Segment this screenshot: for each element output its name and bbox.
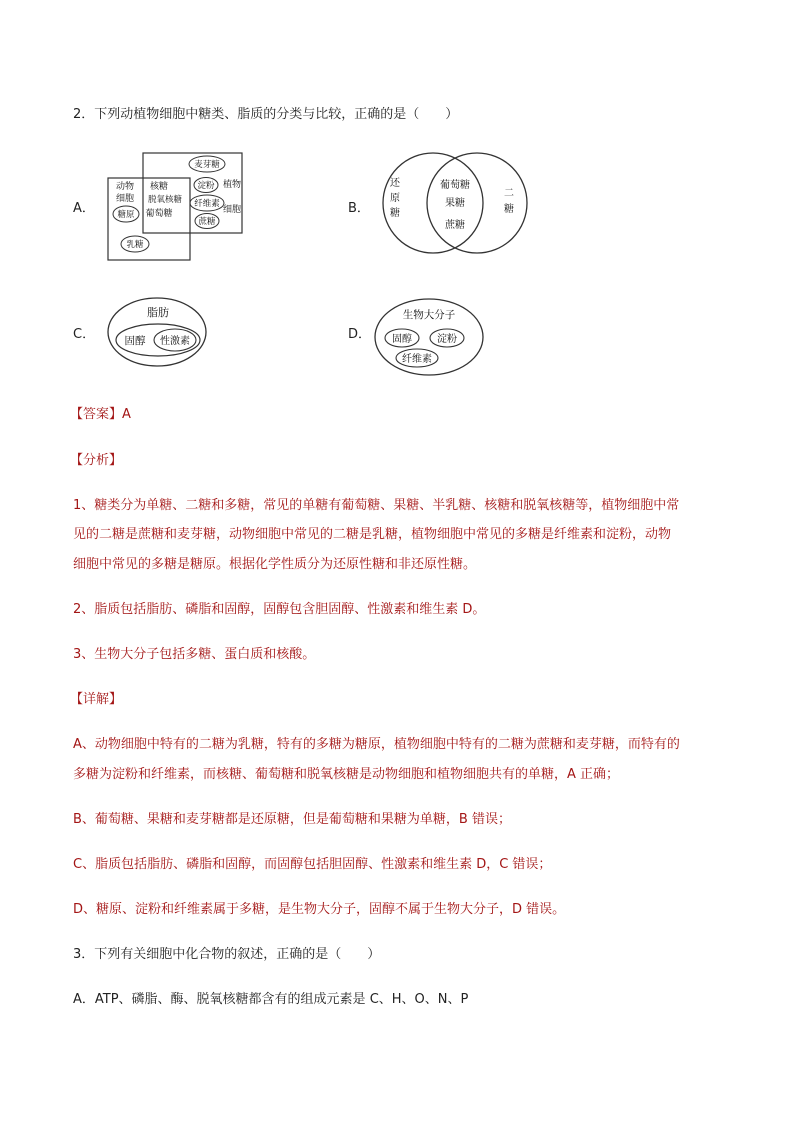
plant-cell-label-2: 细胞: [222, 205, 242, 215]
option-b-label: B．: [348, 201, 370, 216]
animal-cell-label-1: 动物: [115, 182, 135, 192]
detail-line-4: C、脂质包括脂肪、磷脂和固醇，而固醇包括胆固醇、性激素和维生素 D，C 错误；: [73, 857, 552, 872]
answer-heading: 【答案】A: [70, 407, 131, 422]
analysis-line-4: 2、脂质包括脂肪、磷脂和固醇，固醇包含胆固醇、性激素和维生素 D。: [73, 602, 486, 617]
cellulose-label: 纤维素: [194, 199, 220, 209]
cellulose-label: 纤维素: [402, 354, 432, 365]
sucrose-label: 蔗糖: [445, 220, 465, 231]
question-3-stem: 3．下列有关细胞中化合物的叙述，正确的是（ ）: [73, 947, 381, 962]
sucrose-label: 蔗糖: [198, 217, 216, 227]
reducing-sugar-3: 糖: [390, 208, 400, 219]
option-b-diagram: [375, 150, 535, 260]
fructose-label: 果糖: [445, 198, 465, 209]
starch-label: 淀粉: [437, 334, 457, 345]
option-a-label: A．: [73, 201, 95, 216]
plant-cell-label-1: 植物: [222, 180, 242, 190]
option-d-label: D．: [348, 327, 372, 342]
question-2-stem: 2．下列动植物细胞中糖类、脂质的分类与比较，正确的是（ ）: [73, 107, 459, 122]
macromolecule-label: 生物大分子: [402, 309, 456, 321]
shared-deoxyribose: 脱氧核糖: [147, 195, 183, 205]
option-c-diagram: [105, 294, 215, 374]
starch-label: 淀粉: [197, 181, 215, 191]
sterol-label: 固醇: [124, 335, 146, 347]
shared-ribose: 核糖: [149, 182, 169, 192]
plant-cell-box: [143, 153, 242, 233]
detail-heading: 【详解】: [70, 692, 123, 707]
animal-cell-label-2: 细胞: [115, 194, 135, 204]
reducing-sugar-2: 原: [390, 193, 400, 204]
analysis-line-3: 细胞中常见的多糖是糖原。根据化学性质分为还原性糖和非还原性糖。: [73, 557, 477, 572]
sterol-label: 固醇: [392, 334, 412, 345]
lactose-label: 乳糖: [126, 240, 144, 250]
detail-line-5: D、糖原、淀粉和纤维素属于多糖，是生物大分子，固醇不属于生物大分子，D 错误。: [73, 902, 566, 917]
analysis-heading: 【分析】: [70, 453, 123, 468]
reducing-sugar-1: 还: [390, 178, 400, 189]
option-d-diagram: [372, 296, 488, 380]
disaccharide-1: 二: [504, 188, 514, 199]
glucose-label: 葡萄糖: [440, 180, 470, 191]
detail-line-2: 多糖为淀粉和纤维素，而核糖、葡萄糖和脱氧核糖是动物细胞和植物细胞共有的单糖，A 正确；: [73, 767, 620, 782]
detail-line-3: B、葡萄糖、果糖和麦芽糖都是还原糖，但是葡萄糖和果糖为单糖，B 错误；: [73, 812, 511, 827]
fat-label: 脂肪: [147, 306, 169, 319]
option-c-label: C．: [73, 327, 96, 342]
analysis-line-1: 1、糖类分为单糖、二糖和多糖，常见的单糖有葡萄糖、果糖、半乳糖、核糖和脱氧核糖等，植物细胞中常: [73, 498, 680, 513]
question-3-option-a: A．ATP、磷脂、酶、脱氧核糖都含有的组成元素是 C、H、O、N、P: [73, 992, 469, 1007]
analysis-line-5: 3、生物大分子包括多糖、蛋白质和核酸。: [73, 647, 316, 662]
glycogen-label: 糖原: [117, 210, 135, 220]
shared-glucose: 葡萄糖: [145, 209, 173, 219]
sex-hormone-label: 性激素: [160, 336, 190, 347]
detail-line-1: A、动物细胞中特有的二糖为乳糖，特有的多糖为糖原，植物细胞中特有的二糖为蔗糖和麦芽糖，而特有的: [73, 737, 680, 752]
option-a-diagram: [105, 150, 245, 262]
analysis-line-2: 见的二糖是蔗糖和麦芽糖，动物细胞中常见的二糖是乳糖，植物细胞中常见的多糖是纤维素和淀粉，动物: [73, 527, 672, 542]
maltose-label: 麦芽糖: [194, 160, 220, 170]
disaccharide-2: 糖: [504, 204, 514, 215]
